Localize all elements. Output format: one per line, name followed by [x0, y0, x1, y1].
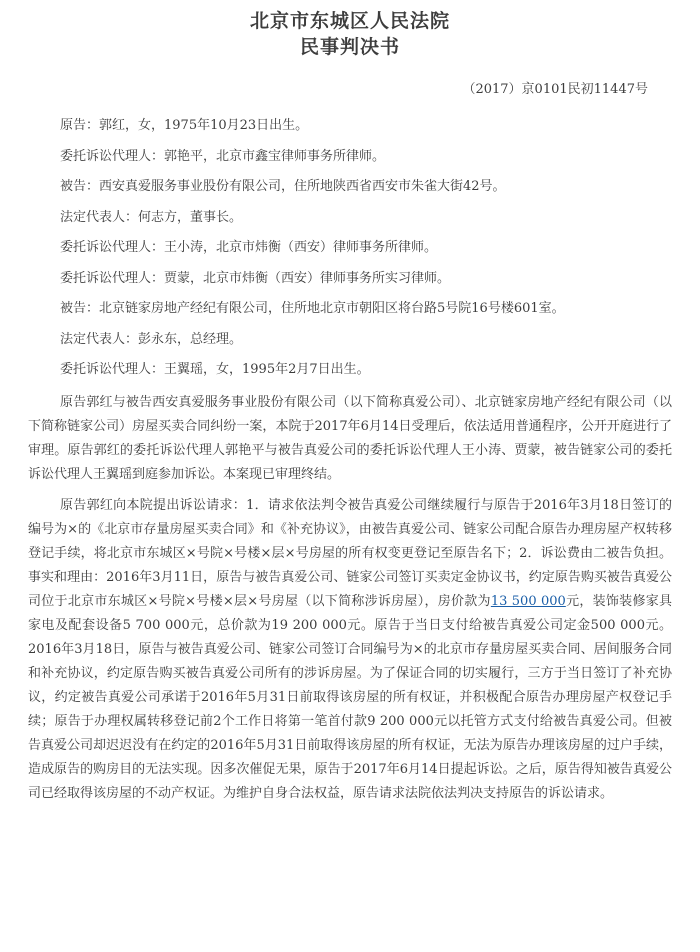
party-line: 法定代表人：何志方，董事长。 — [60, 209, 243, 225]
document-type: 民事判决书 — [299, 36, 400, 58]
party-line: 委托诉讼代理人：郭艳平，北京市鑫宝律师事务所律师。 — [60, 148, 386, 164]
court-name: 北京市东城区人民法院 — [249, 10, 450, 32]
party-line: 委托诉讼代理人：王小涛，北京市炜衡（西安）律师事务所律师。 — [60, 240, 438, 255]
price-link[interactable]: 13 500 000 — [490, 593, 566, 609]
intro-paragraph: 原告郭红与被告西安真爱服务事业股份有限公司（以下简称真爱公司）、北京链家房地产经纪有限公司（以下简称链家公司）房屋买卖合同纠纷一案，本院于2017年6月14日受理后，依法适用普通程序，公开开庭进行了审理。原告郭红的委托诉讼代理人郭艳平与被告真爱公司的委托诉讼代理人王小涛、贾蒙，被告链家公司的委托诉讼代理人王翼瑶到庭参加诉讼。本案现已审理终结。 — [28, 394, 672, 482]
party-line: 委托诉讼代理人：贾蒙，北京市炜衡（西安）律师事务所实习律师。 — [60, 270, 451, 286]
claims-text-before-link: 原告郭红向本院提出诉讼请求：1．请求依法判令被告真爱公司继续履行与原告于2016年3月18日签订的编号为×的《北京市存量房屋买卖合同》和《补充协议》，由被告真爱公司、链家公司配合原告办理房屋产权转移登记手续，将北京市东城区×号院×号楼×层×号房屋的所有权变更登记至原告名下；2．诉讼费由二被告负担。事实和理由：2016年3月11日，原告与被告真爱公司、链家公司签订买卖定金协议书，约定原告购买被告真爱公司位于北京市东城区×号院×号楼×层×号房屋（以下简称涉诉房屋），房价款为 — [28, 497, 672, 609]
case-number: （2017）京0101民初11447号 — [462, 82, 648, 97]
party-line: 委托诉讼代理人：王翼瑶，女，1995年2月7日出生。 — [60, 362, 370, 377]
claims-paragraph — [28, 494, 672, 806]
party-line: 原告：郭红，女，1975年10月23日出生。 — [60, 118, 309, 133]
party-line: 被告：西安真爱服务事业股份有限公司，住所地陕西省西安市朱雀大街42号。 — [60, 179, 506, 194]
party-line: 被告：北京链家房地产经纪有限公司，住所地北京市朝阳区将台路5号院16号楼601室。 — [60, 301, 565, 316]
parties-list — [28, 116, 672, 380]
party-line: 法定代表人：彭永东，总经理。 — [60, 331, 243, 347]
claims-text-after-link: 元，装饰装修家具家电及配套设备5 700 000元，总价款为19 200 000元。原告于当日支付给被告真爱公司定金500 000元。2016年3月18日，原告与被告真爱公司、链家公司签订合同编号为×的北京市存量房屋买卖合同、居间服务合同和补充协议，约定原告购买被告真爱公司所有的涉诉房屋。为了保证合同的切实履行，三方于当日签订了补充协议，约定被告真爱公司承诺于2016年5月31日前取得该房屋的所有权证，并积极配合原告办理房屋产权登记手续；原告于办理权属转移登记前2个工作日将第一笔首付款9 200 000元以托管方式支付给被告真爱公司。但被告真爱公司却迟迟没有在约定的2016年5月31日前取得该房屋的所有权证，无法为原告办理该房屋的过户手续，造成原告的购房目的无法实现。因多次催促无果，原告于2017年6月14日提起诉讼。之后，原告得知被告真爱公司已经取得该房屋的不动产权证。为维护自身合法权益，原告请求法院依法判决支持原告的诉讼请求。 — [28, 593, 672, 801]
